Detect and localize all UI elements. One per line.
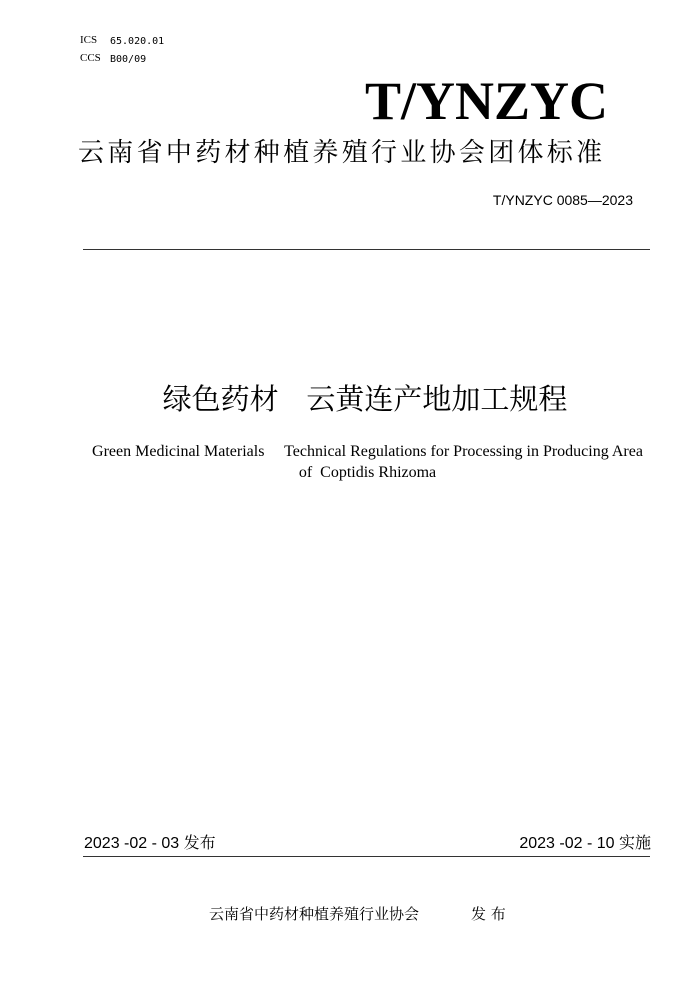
ccs-value: B00/09 xyxy=(110,54,147,65)
implementation-date: 2023 -02 - 10 实施 xyxy=(519,835,651,852)
publish-label: 发 布 xyxy=(471,905,506,923)
bottom-divider xyxy=(83,856,650,857)
ics-label: ICS xyxy=(80,34,98,46)
ics-value: 65.020.01 xyxy=(110,36,165,47)
organization-title: 云南省中药材种植养殖行业协会团体标准 xyxy=(78,138,606,168)
brand-mark: T/YNZYC xyxy=(364,71,608,131)
top-divider xyxy=(83,249,650,250)
issue-date: 2023 -02 - 03 发布 xyxy=(84,835,216,852)
publisher-name: 云南省中药材种植养殖行业协会 xyxy=(209,905,420,923)
ccs-label: CCS xyxy=(80,52,101,64)
document-title-english: Green Medicinal Materials Technical Regulations for Processing in Producing Area of Coptidis Rhizoma xyxy=(92,443,647,481)
document-title-chinese: 绿色药材 云黄连产地加工规程 xyxy=(162,382,568,416)
standard-code: T/YNZYC 0085—2023 xyxy=(492,192,633,208)
